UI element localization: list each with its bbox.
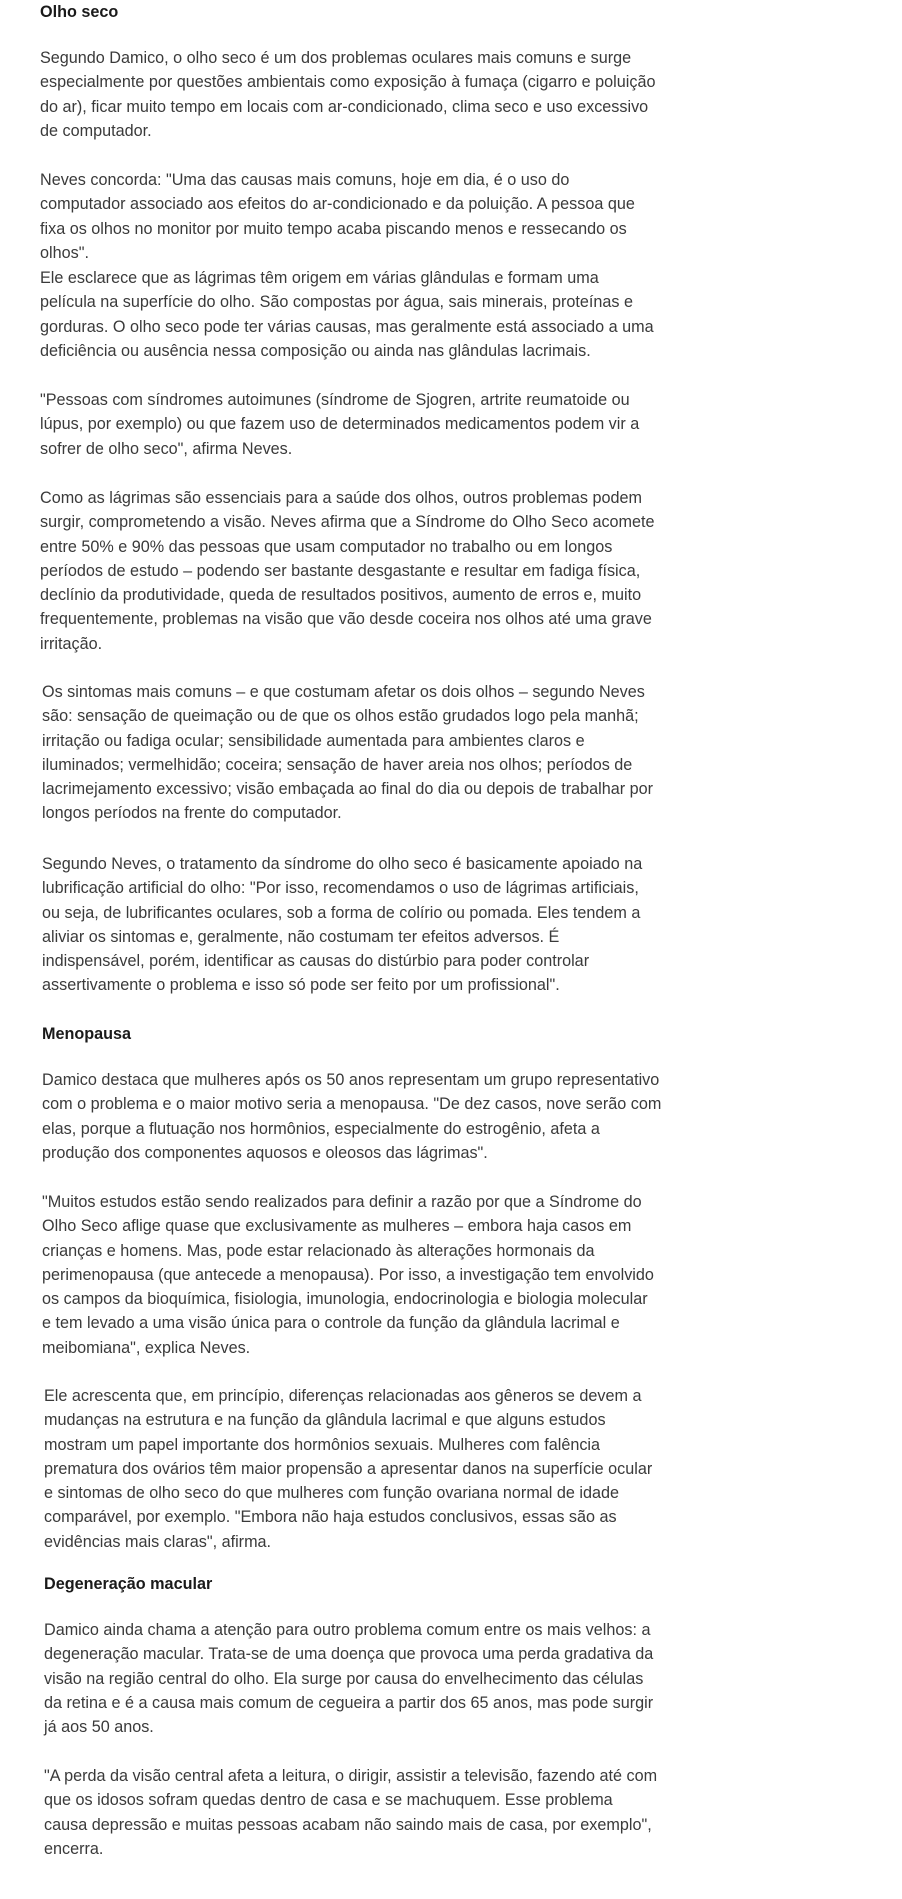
paragraph: Damico ainda chama a atenção para outro problema comum entre os mais velhos: a degeneração macular. Trata-se de uma doença que provoca uma perda gradativa da visão na região central do olho. Ela surge por causa do envelhecimento das células da retina e é a causa mais comum de cegueira a partir dos 65 anos, mas pode surgir já aos 50 anos. <box>44 1621 654 1737</box>
paragraph: Neves concorda: "Uma das causas mais comuns, hoje em dia, é o uso do computador associado aos efeitos do ar-condicionado e da poluição. A pessoa que fixa os olhos no monitor por muito tempo acaba piscando menos e ressecando os olhos". <box>40 171 635 262</box>
paragraph: Segundo Damico, o olho seco é um dos problemas oculares mais comuns e surge especialmente por questões ambientais como exposição à fumaça (cigarro e poluição do ar), ficar muito tempo em locais com ar-condicionado, clima seco e uso excessivo de computador. <box>40 49 656 140</box>
paragraph: "Muitos estudos estão sendo realizados para definir a razão por que a Síndrome do Olho Seco aflige quase que exclusivamente as mulheres – embora haja casos em crianças e homens. Mas, pode estar relacionado às alterações hormonais da perimenopausa (que antecede a menopausa). Por isso, a investigação tem envolvido os campos da bioquímica, fisiologia, imunologia, endocrinologia e biologia molecular e tem levado a uma visão única para o controle da função da glândula lacrimal e meibomiana", explica Neves. <box>42 1193 654 1357</box>
paragraph: Os sintomas mais comuns – e que costumam afetar os dois olhos – segundo Neves são: sensação de queimação ou de que os olhos estão grudados logo pela manhã; irritação ou fadiga ocular; sensibilidade aumentada para ambientes claros e iluminados; vermelhidão; coceira; sensação de haver areia nos olhos; períodos de lacrimejamento excessivo; visão embaçada ao final do dia ou depois de trabalhar por longos períodos na frente do computador. <box>42 683 653 823</box>
paragraph: "A perda da visão central afeta a leitura, o dirigir, assistir a televisão, fazendo até com que os idosos sofram quedas dentro de casa e se machuquem. Esse problema causa depressão e muitas pessoas acabam não saindo mais de casa, por exemplo", encerra. <box>44 1767 658 1858</box>
paragraph: "Pessoas com síndromes autoimunes (síndrome de Sjogren, artrite reumatoide ou lúpus, por exemplo) ou que fazem uso de determinados medicamentos podem vir a sofrer de olho seco", afirma Neves. <box>40 391 640 458</box>
section-heading-olho-seco: Olho seco <box>40 3 119 21</box>
paragraph: Segundo Neves, o tratamento da síndrome do olho seco é basicamente apoiado na lubrificação artificial do olho: "Por isso, recomendamos o uso de lágrimas artificiais, ou seja, de lubrificantes oculares, sob a forma de colírio ou pomada. Eles tendem a aliviar os sintomas e, geralmente, não costumam ter efeitos adversos. É indispensável, porém, identificar as causas do distúrbio para poder controlar assertivamente o problema e isso só pode ser feito por um profissional". <box>42 855 643 995</box>
section-heading-degeneracao-macular: Degeneração macular <box>44 1575 213 1593</box>
paragraph: Ele esclarece que as lágrimas têm origem em várias glândulas e formam uma película na superfície do olho. São compostas por água, sais minerais, proteínas e gorduras. O olho seco pode ter várias causas, mas geralmente está associado a uma deficiência ou ausência nessa composição ou ainda nas glândulas lacrimais. <box>40 269 654 360</box>
paragraph: Como as lágrimas são essenciais para a saúde dos olhos, outros problemas podem surgir, comprometendo a visão. Neves afirma que a Síndrome do Olho Seco acomete entre 50% e 90% das pessoas que usam computador no trabalho ou em longos períodos de estudo – podendo ser bastante desgastante e resultar em fadiga física, declínio da produtividade, queda de resultados positivos, aumento de erros e, muito frequentemente, problemas na visão que vão desde coceira nos olhos até uma grave irritação. <box>40 489 655 653</box>
section-heading-menopausa: Menopausa <box>42 1025 132 1043</box>
paragraph: Damico destaca que mulheres após os 50 anos representam um grupo representativo com o problema e o maior motivo seria a menopausa. "De dez casos, nove serão com elas, porque a flutuação nos hormônios, especialmente do estrogênio, afeta a produção dos componentes aquosos e oleosos das lágrimas". <box>42 1071 662 1162</box>
paragraph: Ele acrescenta que, em princípio, diferenças relacionadas aos gêneros se devem a mudanças na estrutura e na função da glândula lacrimal e que alguns estudos mostram um papel importante dos hormônios sexuais. Mulheres com falência prematura dos ovários têm maior propensão a apresentar danos na superfície ocular e sintomas de olho seco do que mulheres com função ovariana normal de idade comparável, por exemplo. "Embora não haja estudos conclusivos, essas são as evidências mais claras", afirma. <box>44 1387 653 1551</box>
